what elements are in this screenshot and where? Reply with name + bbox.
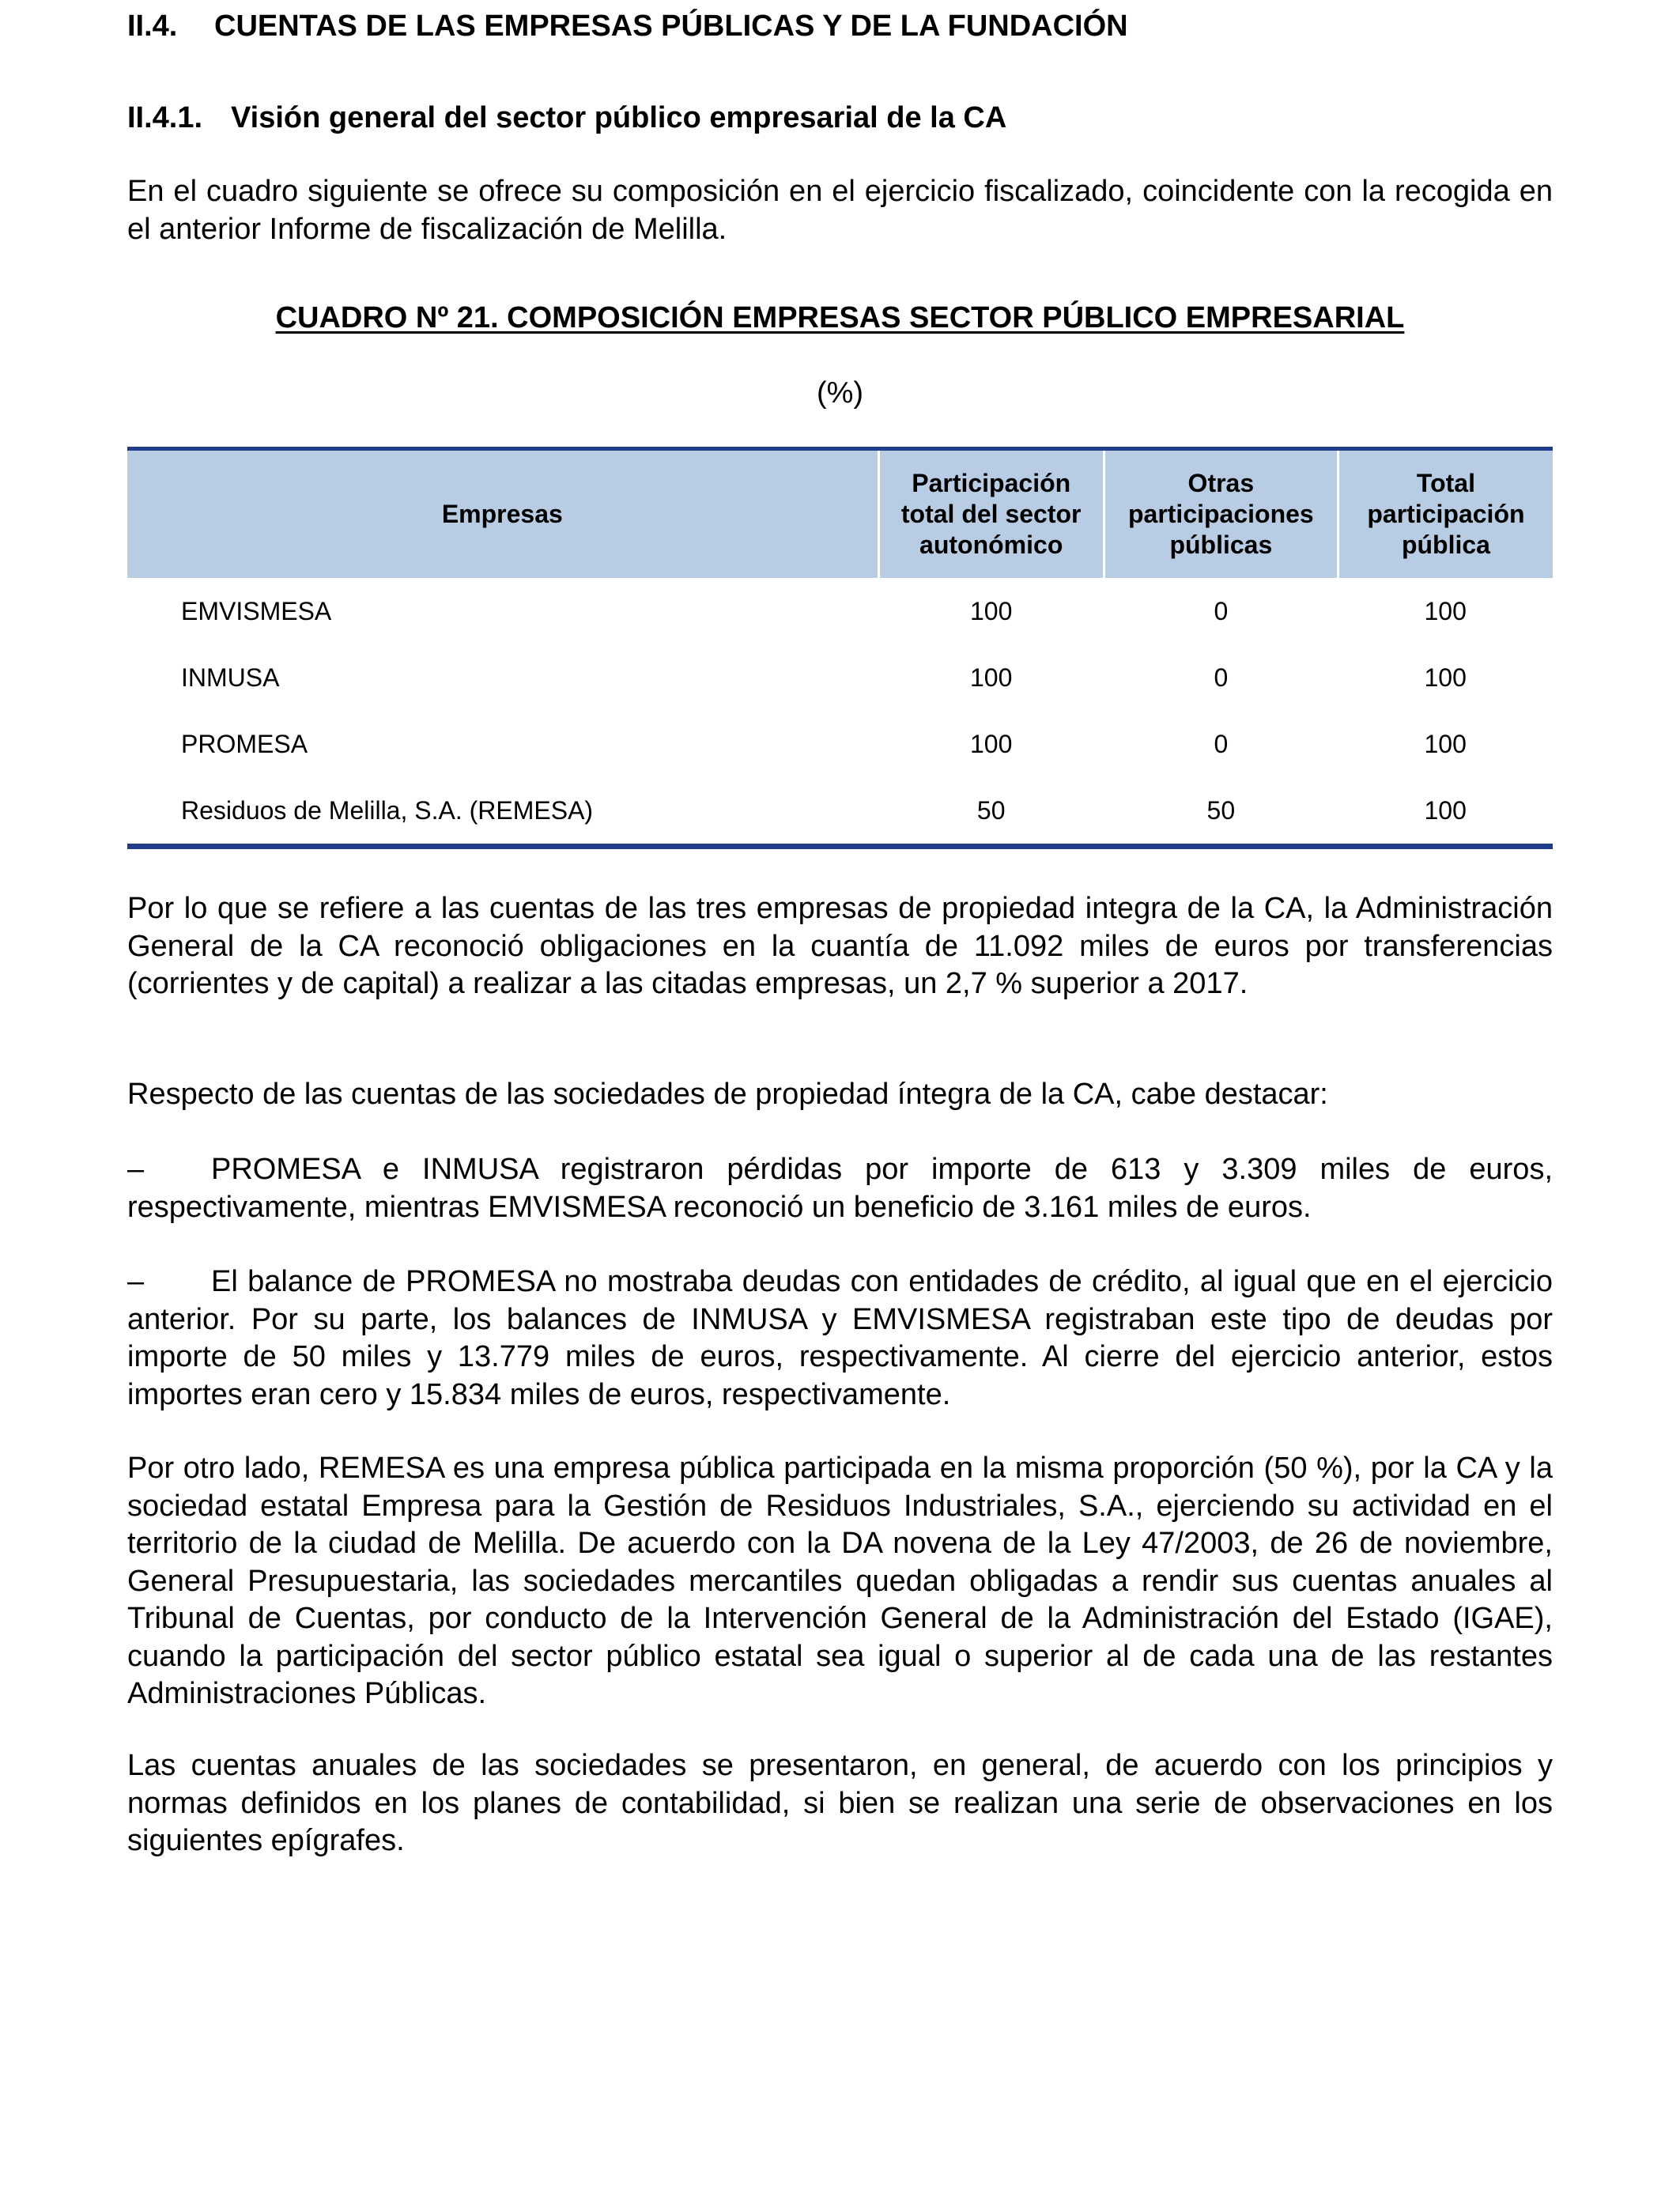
subsection-heading — [127, 101, 1006, 135]
paragraph-cuentas-anuales: Las cuentas anuales de las sociedades se presentaron, en general, de acuerdo con los principios y normas definidos en los planes de contabilidad, si bien se realizan una serie de observaciones en los siguientes epígrafes. — [127, 1749, 1553, 1857]
table-header-row — [127, 449, 1553, 579]
table-row — [127, 777, 1553, 847]
table-unit: (%) — [816, 376, 864, 410]
cell-total-participacion: 100 — [1424, 596, 1467, 625]
cell-participacion-sector: 100 — [970, 596, 1013, 625]
table-caption: CUADRO Nº 21. COMPOSICIÓN EMPRESAS SECTOR PÚBLICO EMPRESARIAL — [275, 301, 1405, 334]
cell-otras-participaciones: 0 — [1214, 596, 1229, 625]
dash-bullet: – — [127, 1153, 145, 1186]
paragraph-respecto: Respecto de las cuentas de las sociedades de propiedad íntegra de la CA, cabe destacar: — [127, 1078, 1328, 1111]
header-otras-participaciones: Otras participaciones públicas — [1104, 449, 1338, 579]
subsection-title: Visión general del sector público empresarial de la CA — [231, 101, 1007, 134]
dash-bullet: – — [127, 1265, 145, 1298]
subsection-number: II.4.1. — [127, 101, 203, 134]
cell-participacion-sector: 100 — [970, 729, 1013, 758]
cell-total-participacion: 100 — [1338, 777, 1553, 847]
cell-otras-participaciones: 0 — [1214, 729, 1229, 758]
paragraph-remesa: Por otro lado, REMESA es una empresa pública participada en la misma proporción (50 %), por la CA y la sociedad estatal Empresa para la Gestión de Residuos Industriales, S.A., ejerciendo su actividad en el territorio de la ciudad de Melilla. De acuerdo con la DA novena de la Ley 47/2003, de 26 de noviembre, General Presupuestaria, las sociedades mercantiles quedan obligadas a rendir sus cuentas anuales al Tribunal de Cuentas, por conducto de la Intervención General de la Administración del Estado (IGAE), cuando la participación del sector público estatal sea igual o superior al de cada una de las restantes Administraciones Públicas. — [127, 1452, 1553, 1710]
bullet-balance: – El balance de PROMESA no mostraba deudas con entidades de crédito, al igual que en el ejercicio anterior. Por su parte, los balances de INMUSA y EMVISMESA registraban este tipo de deudas por importe de 50 miles y 13.779 miles de euros, respectivamente. Al cierre del ejercicio anterior, estos importes eran cero y 15.834 miles de euros, respectivamente. — [127, 1265, 1553, 1411]
table-row — [127, 578, 1553, 644]
cell-otras-participaciones: 0 — [1214, 663, 1229, 692]
header-total-participacion: Total participación pública — [1338, 449, 1553, 579]
cell-empresa: EMVISMESA — [181, 596, 332, 625]
bullet-perdidas: – PROMESA e INMUSA registraron pérdidas por importe de 613 y 3.309 miles de euros, respectivamente, mientras EMVISMESA reconoció un beneficio de 3.161 miles de euros. — [127, 1153, 1553, 1224]
cell-total-participacion: 100 — [1424, 729, 1467, 758]
cell-empresa: Residuos de Melilla, S.A. (REMESA) — [127, 777, 878, 847]
section-heading — [127, 9, 1128, 43]
cell-otras-participaciones: 50 — [1104, 777, 1338, 847]
header-empresas: Empresas — [127, 449, 878, 579]
paragraph-transferencias: Por lo que se refiere a las cuentas de las tres empresas de propiedad integra de la CA, la Administración General de la CA reconoció obligaciones en la cuantía de 11.092 miles de euros por transferencias (corrientes y de capital) a realizar a las citadas empresas, un 2,7 % superior a 2017. — [127, 892, 1553, 1000]
composition-table — [127, 447, 1553, 849]
table-row — [127, 711, 1553, 777]
header-participacion-sector: Participación total del sector autonómico — [878, 449, 1104, 579]
intro-paragraph: En el cuadro siguiente se ofrece su composición en el ejercicio fiscalizado, coincidente con la recogida en el anterior Informe de fiscalización de Melilla. — [127, 175, 1553, 246]
table-row — [127, 644, 1553, 711]
section-title: CUENTAS DE LAS EMPRESAS PÚBLICAS Y DE LA FUNDACIÓN — [214, 9, 1128, 43]
cell-participacion-sector: 50 — [878, 777, 1104, 847]
cell-empresa: PROMESA — [181, 729, 308, 758]
section-number: II.4. — [127, 9, 178, 43]
cell-empresa: INMUSA — [181, 663, 280, 692]
cell-participacion-sector: 100 — [970, 663, 1013, 692]
cell-total-participacion: 100 — [1424, 663, 1467, 692]
